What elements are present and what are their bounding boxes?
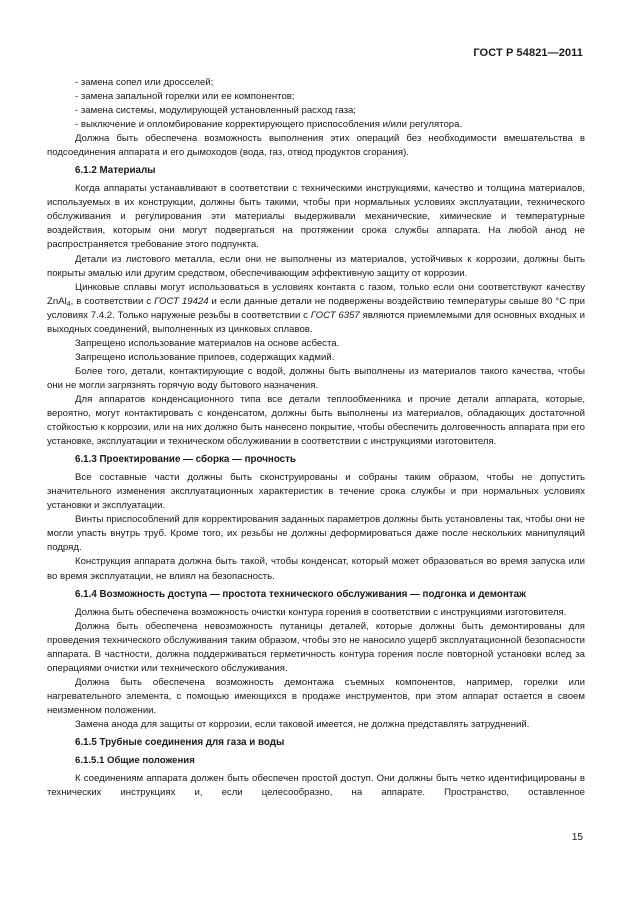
paragraph: Должна быть обеспечена возможность очистки контура горения в соответствии с инструкциями изготовителя. [75, 606, 567, 618]
section-heading-6-1-5-1: 6.1.5.1 Общие положения [75, 754, 195, 766]
paragraph: Запрещено использование припоев, содержащих кадмий. [75, 351, 335, 363]
paragraph: Для аппаратов конденсационного типа все детали теплообменника и прочие детали аппарата, которые, вероятно, могут контактировать с конденсатом, должны быть выполнены из материалов, обладающих достаточной стойкостью к коррозии, или на них должно быть нанесено покрытие, чтобы обеспечить долговечность аппарата при его установке, эксплуатации и техническом обслуживании в соответствии с инструкциями изготовителя. [47, 393, 585, 448]
paragraph-zinc-alloys [47, 281, 585, 337]
section-heading-6-1-4: 6.1.4 Возможность доступа — простота технического обслуживания — подгонка и демонтаж [75, 588, 526, 600]
paragraph: Конструкция аппарата должна быть такой, чтобы конденсат, который может образоваться во время запуска или во время эксплуатации, не влиял на безопасность. [47, 556, 585, 582]
paragraph: Когда аппараты устанавливают в соответствии с техническими инструкциями, качество и толщина материалов, используемых в их конструкции, должны быть такими, чтобы при нормальных условиях эксплуатации, технического обслуживания и регулирования эти материалы выдерживали механические, химические и температурные воздействия, которым они могут подвергаться на протяжении срока службы аппарата. На любой анод не распространяется требование этого подпункта. [47, 183, 585, 251]
text-fragment: Цинковые сплавы могут использоваться в условиях контакта с газом, только если они соответствуют качеству ZnAl [47, 281, 585, 307]
document-id-header: ГОСТ Р 54821—2011 [473, 47, 583, 59]
paragraph: Должна быть обеспечена невозможность путаницы деталей, которые должны быть демонтированы для проведения технического обслуживания таким образом, чтобы это не наносило ущерб эксплуатационной безопасности аппарата. В частности, должна поддерживаться герметичность контура горения после повторной установки вслед за операциями очистки или технического обслуживания. [47, 620, 585, 674]
paragraph: Винты приспособлений для корректирования заданных параметров должны быть установлены так, чтобы они не могли упасть внутрь труб. Кроме того, их резьбы не должны деформироваться даже после нескольких манипуляций подряд. [47, 514, 585, 554]
page-content [47, 76, 585, 800]
section-heading-6-1-5: 6.1.5 Трубные соединения для газа и воды [75, 736, 285, 748]
paragraph: Более того, детали, контактирующие с водой, должны быть выполнены из материалов такого качества, чтобы они не могли загрязнять горячую воду бытового назначения. [47, 365, 585, 391]
text-fragment: , в соответствии с [70, 295, 155, 307]
dash-item-2: - замена запальной горелки или ее компонентов; [75, 91, 295, 103]
page-number: 15 [571, 832, 583, 843]
subscript: 4 [66, 300, 71, 308]
paragraph-seal: Должна быть обеспечена возможность выполнения этих операций без необходимости вмешательства в подсоединения аппарата и его дымоходов (вода, газ, отвод продуктов сгорания). [47, 133, 585, 159]
paragraph: Детали из листового металла, если они не выполнены из материалов, устойчивых к коррозии, должны быть покрыты эмалью или другим средством, обеспечивающим эффективную защиту от коррозии. [47, 253, 585, 279]
paragraph: Замена анода для защиты от коррозии, если таковой имеется, не должна представлять затруднений. [75, 718, 530, 730]
paragraph: Запрещено использование материалов на основе асбеста. [75, 337, 340, 349]
dash-item-4: - выключение и опломбирование корректирующего приспособления и/или регулятора. [75, 119, 463, 131]
section-heading-6-1-2: 6.1.2 Материалы [75, 165, 156, 177]
paragraph-continued: К соединениям аппарата должен быть обеспечен простой доступ. Они должны быть четко идентифицированы в технических инструкциях и, если целесообразно, на аппарате. Пространство, оставленное [47, 772, 585, 799]
dash-item-1: - замена сопел или дросселей; [75, 77, 214, 88]
dash-item-3: - замена системы, модулирующей установленный расход газа; [75, 105, 356, 117]
text-fragment: являются приемлемыми для основных входных и выходных соединений, выполненных из цинковых сплавов. [47, 309, 586, 335]
text-fragment: и если данные детали не подвержены воздействию температуры свыше 80 °С при условиях 7.4.2. Только наружные резьбы в соответствии с [47, 295, 585, 321]
paragraph: Должна быть обеспечена возможность демонтажа съемных компонентов, например, горелки или нагревательного элемента, с помощью имеющихся в продаже инструментов, при этом аппарат остается в своем неизменном положении. [47, 676, 585, 716]
paragraph: Все составные части должны быть сконструированы и собраны таким образом, чтобы не допустить значительного изменения эксплуатационных характеристик в течение срока службы и при нормальных условиях установки и эксплуатации. [47, 472, 585, 512]
section-heading-6-1-3: 6.1.3 Проектирование — сборка — прочность [75, 454, 296, 466]
standard-reference-link[interactable]: ГОСТ 19424 [154, 295, 209, 307]
standard-reference-link[interactable]: ГОСТ 6357 [310, 309, 360, 321]
